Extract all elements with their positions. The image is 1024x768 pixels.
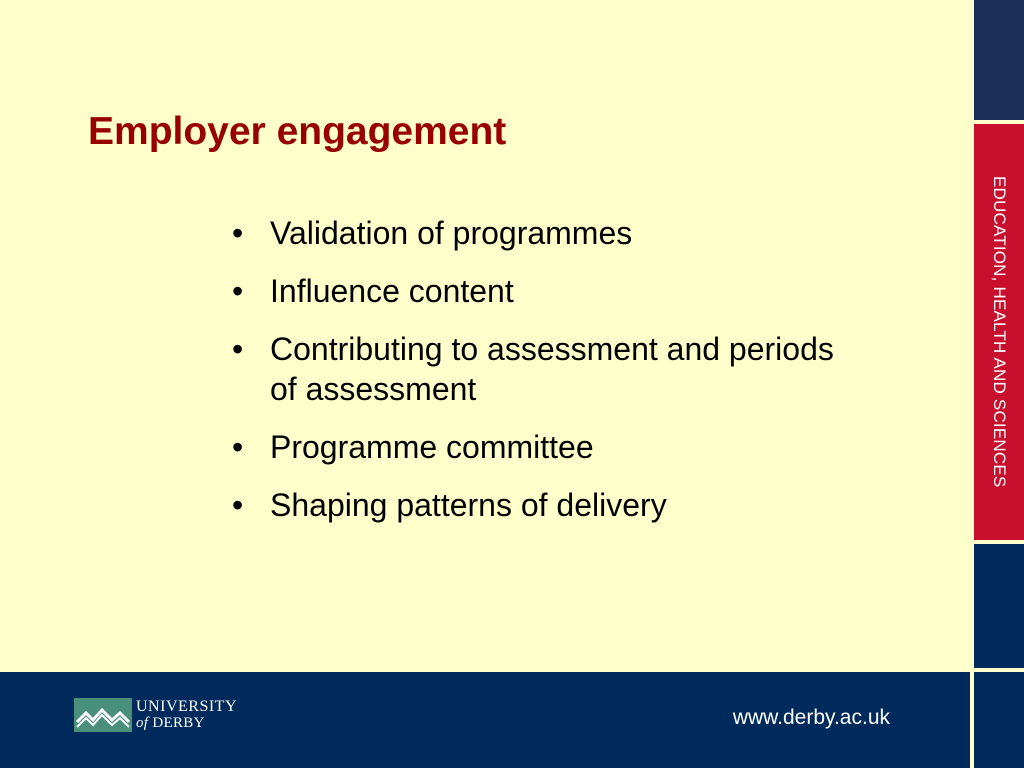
list-item (232, 329, 852, 409)
sidebar-top-block (974, 0, 1024, 120)
sidebar-middle-block (974, 544, 1024, 668)
bullet-text: Shaping patterns of delivery (270, 487, 667, 523)
faculty-label: EDUCATION, HEALTH AND SCIENCES (990, 176, 1009, 488)
logo-derby-line (136, 715, 237, 732)
bullet-text: Influence content (270, 273, 514, 309)
bullet-icon: • (232, 429, 244, 465)
mountains-logo-icon (74, 698, 132, 732)
bullet-icon: • (232, 487, 244, 523)
sidebar-bottom-block (974, 672, 1024, 768)
bullet-text: Validation of programmes (270, 215, 633, 251)
list-item (232, 485, 852, 525)
list-item (232, 427, 852, 467)
footer (0, 672, 970, 768)
bullet-text: Programme committee (270, 429, 594, 465)
university-logo[interactable] (74, 698, 237, 732)
sidebar-faculty-block (974, 124, 1024, 540)
sidebar (970, 0, 1024, 768)
bullet-icon: • (232, 215, 244, 251)
list-item (232, 271, 852, 311)
bullet-icon: • (232, 331, 244, 367)
list-item (232, 213, 852, 253)
logo-university-text: UNIVERSITY (136, 698, 237, 715)
logo-wordmark (136, 698, 237, 732)
bullet-list (232, 213, 852, 543)
logo-derby-text: DERBY (152, 715, 205, 731)
website-link[interactable]: www.derby.ac.uk (732, 706, 890, 729)
logo-of-text: of (136, 715, 149, 731)
slide-title: Employer engagement (88, 110, 507, 153)
bullet-text: Contributing to assessment and periods of assessment (270, 331, 834, 407)
bullet-icon: • (232, 273, 244, 309)
